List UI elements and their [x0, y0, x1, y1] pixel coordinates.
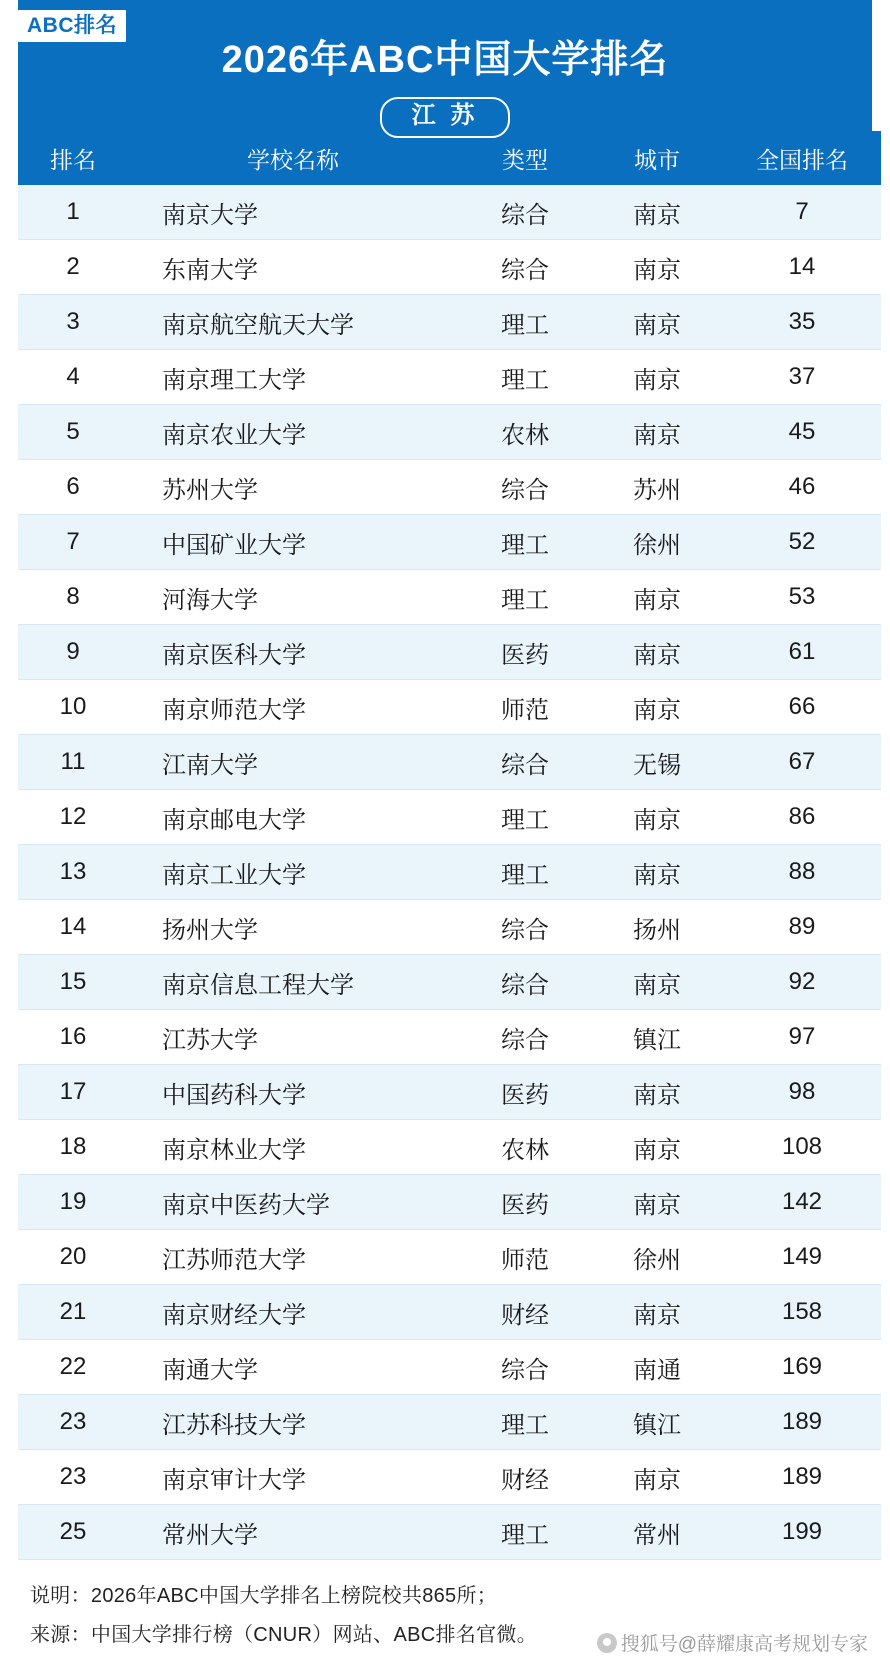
cell-national-rank: 46 [723, 460, 881, 515]
cell-rank: 18 [18, 1120, 128, 1175]
cell-city: 南京 [591, 625, 723, 680]
cell-city: 南京 [591, 185, 723, 240]
cell-school-name: 南京工业大学 [128, 845, 459, 900]
table-row [18, 955, 881, 1010]
cell-school-name: 南京医科大学 [128, 625, 459, 680]
table-header-row [18, 131, 881, 185]
table-row [18, 1065, 881, 1120]
table-row [18, 1285, 881, 1340]
cell-national-rank: 142 [723, 1175, 881, 1230]
column-header-type: 类型 [459, 131, 591, 185]
cell-city: 南京 [591, 405, 723, 460]
cell-type: 理工 [459, 570, 591, 625]
table-row [18, 515, 881, 570]
cell-school-name: 南通大学 [128, 1340, 459, 1395]
cell-rank: 23 [18, 1450, 128, 1505]
cell-national-rank: 53 [723, 570, 881, 625]
cell-type: 综合 [459, 735, 591, 790]
cell-type: 综合 [459, 900, 591, 955]
table-row [18, 295, 881, 350]
cell-type: 理工 [459, 845, 591, 900]
cell-type: 综合 [459, 1010, 591, 1065]
cell-school-name: 南京林业大学 [128, 1120, 459, 1175]
cell-type: 理工 [459, 1505, 591, 1560]
cell-type: 理工 [459, 515, 591, 570]
cell-school-name: 江苏科技大学 [128, 1395, 459, 1450]
cell-national-rank: 89 [723, 900, 881, 955]
cell-national-rank: 37 [723, 350, 881, 405]
cell-rank: 17 [18, 1065, 128, 1120]
province-chip: 江 苏 [380, 97, 511, 138]
cell-city: 南京 [591, 680, 723, 735]
cell-type: 综合 [459, 1340, 591, 1395]
cell-city: 南京 [591, 1065, 723, 1120]
watermark-text: 搜狐号@薛耀康高考规划专家 [620, 1634, 868, 1655]
cell-school-name: 南京农业大学 [128, 405, 459, 460]
table-row [18, 735, 881, 790]
page-title: 2026年ABC中国大学排名 [221, 39, 669, 81]
cell-rank: 13 [18, 845, 128, 900]
sohu-logo-icon [597, 1633, 617, 1653]
cell-type: 综合 [459, 240, 591, 295]
watermark [597, 1629, 868, 1656]
cell-school-name: 南京师范大学 [128, 680, 459, 735]
cell-city: 苏州 [591, 460, 723, 515]
cell-rank: 3 [18, 295, 128, 350]
cell-school-name: 中国药科大学 [128, 1065, 459, 1120]
cell-city: 南通 [591, 1340, 723, 1395]
table-row [18, 1120, 881, 1175]
cell-rank: 6 [18, 460, 128, 515]
cell-city: 南京 [591, 240, 723, 295]
cell-type: 综合 [459, 955, 591, 1010]
cell-national-rank: 35 [723, 295, 881, 350]
table-row [18, 570, 881, 625]
province-chip-wrap [18, 97, 872, 138]
cell-type: 师范 [459, 1230, 591, 1285]
cell-rank: 1 [18, 185, 128, 240]
cell-school-name: 扬州大学 [128, 900, 459, 955]
table-row [18, 625, 881, 680]
cell-type: 综合 [459, 460, 591, 515]
table-row [18, 240, 881, 295]
cell-rank: 23 [18, 1395, 128, 1450]
column-header-national-rank: 全国排名 [723, 131, 881, 185]
cell-rank: 15 [18, 955, 128, 1010]
cell-school-name: 江苏大学 [128, 1010, 459, 1065]
cell-national-rank: 98 [723, 1065, 881, 1120]
cell-city: 南京 [591, 1175, 723, 1230]
cell-school-name: 南京理工大学 [128, 350, 459, 405]
brand-badge: ABC排名 [18, 10, 126, 42]
cell-city: 南京 [591, 845, 723, 900]
table-row [18, 680, 881, 735]
cell-type: 农林 [459, 1120, 591, 1175]
cell-type: 综合 [459, 185, 591, 240]
cell-rank: 4 [18, 350, 128, 405]
cell-school-name: 南京审计大学 [128, 1450, 459, 1505]
table-row [18, 1505, 881, 1560]
table-row [18, 460, 881, 515]
cell-national-rank: 169 [723, 1340, 881, 1395]
footer-note: 说明：2026年ABC中国大学排名上榜院校共865所； [30, 1585, 498, 1607]
table-row [18, 1395, 881, 1450]
cell-school-name: 南京大学 [128, 185, 459, 240]
cell-city: 镇江 [591, 1010, 723, 1065]
cell-type: 财经 [459, 1450, 591, 1505]
cell-rank: 8 [18, 570, 128, 625]
cell-city: 南京 [591, 1450, 723, 1505]
cell-type: 财经 [459, 1285, 591, 1340]
cell-city: 无锡 [591, 735, 723, 790]
cell-national-rank: 7 [723, 185, 881, 240]
cell-rank: 25 [18, 1505, 128, 1560]
cell-school-name: 东南大学 [128, 240, 459, 295]
footer-source: 来源：中国大学排行榜（CNUR）网站、ABC排名官微。 [30, 1624, 537, 1646]
cell-rank: 2 [18, 240, 128, 295]
cell-national-rank: 14 [723, 240, 881, 295]
cell-rank: 5 [18, 405, 128, 460]
cell-school-name: 常州大学 [128, 1505, 459, 1560]
cell-type: 医药 [459, 1175, 591, 1230]
cell-city: 南京 [591, 570, 723, 625]
cell-national-rank: 158 [723, 1285, 881, 1340]
cell-type: 医药 [459, 1065, 591, 1120]
page-footer [18, 1560, 872, 1655]
cell-type: 理工 [459, 295, 591, 350]
cell-national-rank: 66 [723, 680, 881, 735]
cell-national-rank: 189 [723, 1450, 881, 1505]
cell-national-rank: 189 [723, 1395, 881, 1450]
cell-rank: 11 [18, 735, 128, 790]
cell-rank: 9 [18, 625, 128, 680]
cell-national-rank: 108 [723, 1120, 881, 1175]
cell-type: 理工 [459, 1395, 591, 1450]
cell-rank: 22 [18, 1340, 128, 1395]
cell-rank: 16 [18, 1010, 128, 1065]
table-row [18, 185, 881, 240]
cell-rank: 14 [18, 900, 128, 955]
cell-type: 农林 [459, 405, 591, 460]
cell-national-rank: 97 [723, 1010, 881, 1065]
cell-school-name: 南京财经大学 [128, 1285, 459, 1340]
column-header-city: 城市 [591, 131, 723, 185]
cell-national-rank: 86 [723, 790, 881, 845]
page-header [18, 0, 872, 131]
cell-school-name: 南京信息工程大学 [128, 955, 459, 1010]
cell-city: 南京 [591, 955, 723, 1010]
cell-city: 常州 [591, 1505, 723, 1560]
table-row [18, 1175, 881, 1230]
table-row [18, 405, 881, 460]
table-body [18, 185, 881, 1560]
ranking-table [18, 131, 881, 1560]
cell-type: 师范 [459, 680, 591, 735]
cell-type: 医药 [459, 625, 591, 680]
table-row [18, 900, 881, 955]
cell-school-name: 苏州大学 [128, 460, 459, 515]
table-head [18, 131, 881, 185]
table-row [18, 845, 881, 900]
cell-type: 理工 [459, 790, 591, 845]
cell-city: 南京 [591, 1285, 723, 1340]
cell-national-rank: 61 [723, 625, 881, 680]
column-header-name: 学校名称 [128, 131, 459, 185]
cell-national-rank: 52 [723, 515, 881, 570]
cell-rank: 12 [18, 790, 128, 845]
cell-city: 徐州 [591, 515, 723, 570]
cell-rank: 19 [18, 1175, 128, 1230]
table-row [18, 1340, 881, 1395]
cell-school-name: 南京航空航天大学 [128, 295, 459, 350]
cell-city: 镇江 [591, 1395, 723, 1450]
column-header-rank: 排名 [18, 131, 128, 185]
cell-city: 南京 [591, 1120, 723, 1175]
table-row [18, 350, 881, 405]
cell-school-name: 南京中医药大学 [128, 1175, 459, 1230]
cell-school-name: 中国矿业大学 [128, 515, 459, 570]
cell-city: 南京 [591, 295, 723, 350]
cell-national-rank: 149 [723, 1230, 881, 1285]
cell-rank: 20 [18, 1230, 128, 1285]
table-row [18, 1230, 881, 1285]
cell-national-rank: 45 [723, 405, 881, 460]
cell-city: 扬州 [591, 900, 723, 955]
cell-rank: 10 [18, 680, 128, 735]
table-row [18, 790, 881, 845]
table-row [18, 1450, 881, 1505]
cell-rank: 7 [18, 515, 128, 570]
table-row [18, 1010, 881, 1065]
cell-city: 徐州 [591, 1230, 723, 1285]
cell-national-rank: 199 [723, 1505, 881, 1560]
cell-school-name: 江苏师范大学 [128, 1230, 459, 1285]
cell-city: 南京 [591, 350, 723, 405]
cell-school-name: 南京邮电大学 [128, 790, 459, 845]
cell-national-rank: 88 [723, 845, 881, 900]
cell-national-rank: 67 [723, 735, 881, 790]
cell-rank: 21 [18, 1285, 128, 1340]
cell-national-rank: 92 [723, 955, 881, 1010]
cell-city: 南京 [591, 790, 723, 845]
cell-school-name: 江南大学 [128, 735, 459, 790]
cell-school-name: 河海大学 [128, 570, 459, 625]
cell-type: 理工 [459, 350, 591, 405]
